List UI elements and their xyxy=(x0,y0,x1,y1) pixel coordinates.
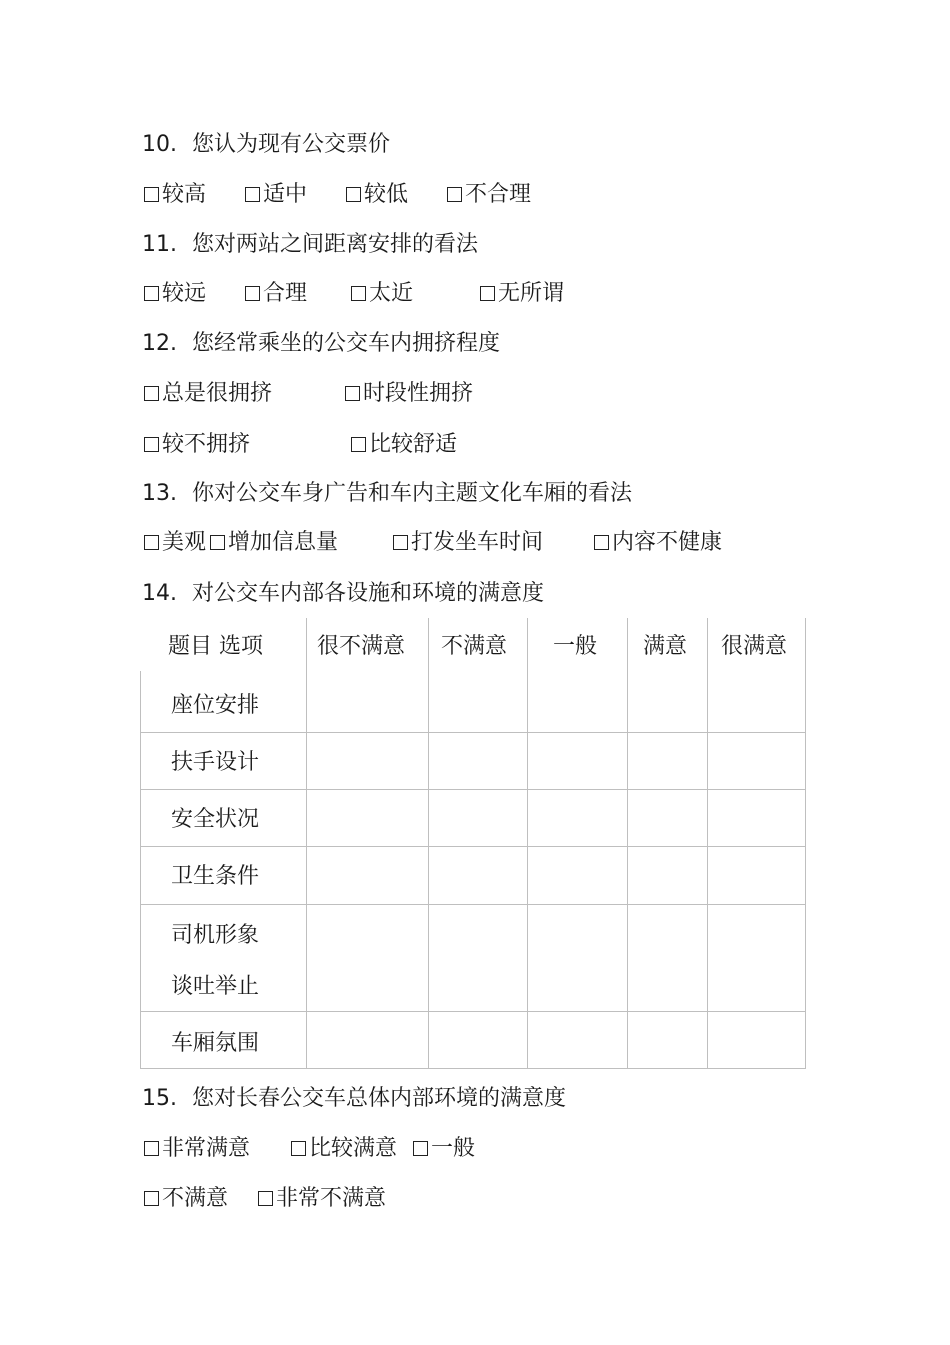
table-row-divider xyxy=(140,846,806,847)
satisfaction-table xyxy=(140,618,806,1069)
question-text: 你对公交车身广告和车内主题文化车厢的看法 xyxy=(192,481,633,506)
option-checkbox[interactable] xyxy=(144,280,206,308)
option-label: 一般 xyxy=(431,1136,476,1161)
option-checkbox[interactable] xyxy=(346,181,408,209)
table-row-divider xyxy=(140,904,806,905)
question-12 xyxy=(142,330,500,358)
table-row-label: 座位安排 xyxy=(171,693,260,718)
option-checkbox[interactable] xyxy=(393,529,543,557)
option-label: 较远 xyxy=(162,281,207,306)
option-label: 打发坐车时间 xyxy=(411,530,544,555)
checkbox[interactable] xyxy=(144,386,159,401)
checkbox[interactable] xyxy=(351,286,366,301)
option-checkbox[interactable] xyxy=(351,431,457,459)
question-13 xyxy=(142,480,632,508)
table-row-label: 司机形象 xyxy=(171,923,260,948)
option-label: 不满意 xyxy=(162,1186,229,1211)
question-number: 15. xyxy=(142,1086,177,1111)
question-text: 您认为现有公交票价 xyxy=(192,132,391,157)
table-column-divider xyxy=(527,618,528,1069)
option-checkbox[interactable] xyxy=(351,280,413,308)
checkbox[interactable] xyxy=(480,286,495,301)
table-row-divider xyxy=(140,732,806,733)
checkbox[interactable] xyxy=(144,1191,159,1206)
option-checkbox[interactable] xyxy=(413,1135,475,1163)
option-checkbox[interactable] xyxy=(345,380,473,408)
question-number: 14. xyxy=(142,581,177,606)
checkbox[interactable] xyxy=(258,1191,273,1206)
option-label: 较高 xyxy=(162,182,207,207)
question-number: 13. xyxy=(142,481,177,506)
table-column-divider xyxy=(707,618,708,1069)
option-label: 非常满意 xyxy=(162,1136,251,1161)
question-text: 对公交车内部各设施和环境的满意度 xyxy=(192,581,545,606)
table-header: 很满意 xyxy=(721,634,788,659)
checkbox[interactable] xyxy=(144,1141,159,1156)
table-header: 不满意 xyxy=(441,634,508,659)
question-15 xyxy=(142,1085,566,1113)
checkbox[interactable] xyxy=(351,437,366,452)
checkbox[interactable] xyxy=(393,535,408,550)
table-corner-header: 题目 选项 xyxy=(168,634,263,659)
question-text: 您经常乘坐的公交车内拥挤程度 xyxy=(192,331,501,356)
table-row-label: 安全状况 xyxy=(171,807,260,832)
option-checkbox[interactable] xyxy=(245,280,307,308)
option-label: 内容不健康 xyxy=(612,530,723,555)
checkbox[interactable] xyxy=(144,286,159,301)
table-column-divider xyxy=(428,618,429,1069)
option-label: 美观 xyxy=(162,530,207,555)
question-number: 10. xyxy=(142,132,177,157)
question-14 xyxy=(142,580,544,608)
option-label: 适中 xyxy=(263,182,308,207)
option-label: 合理 xyxy=(263,281,308,306)
checkbox[interactable] xyxy=(144,187,159,202)
question-number: 12. xyxy=(142,331,177,356)
question-text: 您对长春公交车总体内部环境的满意度 xyxy=(192,1086,567,1111)
question-10 xyxy=(142,131,390,159)
option-checkbox[interactable] xyxy=(144,181,206,209)
option-label: 非常不满意 xyxy=(276,1186,387,1211)
checkbox[interactable] xyxy=(346,187,361,202)
option-label: 时段性拥挤 xyxy=(363,381,474,406)
checkbox[interactable] xyxy=(594,535,609,550)
table-row-divider xyxy=(140,789,806,790)
option-checkbox[interactable] xyxy=(245,181,307,209)
option-label: 比较舒适 xyxy=(369,432,458,457)
option-label: 增加信息量 xyxy=(228,530,339,555)
checkbox[interactable] xyxy=(345,386,360,401)
table-border xyxy=(805,618,806,1069)
option-label: 无所谓 xyxy=(498,281,565,306)
checkbox[interactable] xyxy=(447,187,462,202)
table-header: 一般 xyxy=(553,634,598,659)
option-checkbox[interactable] xyxy=(447,181,531,209)
option-checkbox[interactable] xyxy=(144,380,272,408)
checkbox[interactable] xyxy=(245,187,260,202)
checkbox[interactable] xyxy=(413,1141,428,1156)
option-label: 比较满意 xyxy=(309,1136,398,1161)
checkbox[interactable] xyxy=(144,535,159,550)
option-checkbox[interactable] xyxy=(291,1135,397,1163)
option-checkbox[interactable] xyxy=(144,529,206,557)
option-checkbox[interactable] xyxy=(144,431,250,459)
table-row-label: 扶手设计 xyxy=(171,750,260,775)
question-text: 您对两站之间距离安排的看法 xyxy=(192,232,479,257)
option-checkbox[interactable] xyxy=(480,280,564,308)
table-row-divider xyxy=(140,1011,806,1012)
table-border xyxy=(140,1068,806,1069)
question-11 xyxy=(142,231,478,259)
table-header: 很不满意 xyxy=(317,634,406,659)
option-label: 不合理 xyxy=(465,182,532,207)
option-checkbox[interactable] xyxy=(258,1185,386,1213)
checkbox[interactable] xyxy=(245,286,260,301)
table-column-divider xyxy=(627,618,628,1069)
option-label: 较不拥挤 xyxy=(162,432,251,457)
option-label: 总是很拥挤 xyxy=(162,381,273,406)
table-row-label: 卫生条件 xyxy=(171,864,260,889)
table-row-label: 谈吐举止 xyxy=(171,974,260,999)
option-checkbox[interactable] xyxy=(144,1135,250,1163)
option-checkbox[interactable] xyxy=(594,529,722,557)
checkbox[interactable] xyxy=(291,1141,306,1156)
table-header: 满意 xyxy=(643,634,688,659)
option-checkbox[interactable] xyxy=(210,529,338,557)
table-column-divider xyxy=(306,618,307,1069)
question-number: 11. xyxy=(142,232,177,257)
table-border xyxy=(140,671,141,1069)
checkbox[interactable] xyxy=(210,535,225,550)
table-row-label: 车厢氛围 xyxy=(171,1031,260,1056)
option-label: 太近 xyxy=(369,281,414,306)
option-label: 较低 xyxy=(364,182,409,207)
option-checkbox[interactable] xyxy=(144,1185,228,1213)
checkbox[interactable] xyxy=(144,437,159,452)
